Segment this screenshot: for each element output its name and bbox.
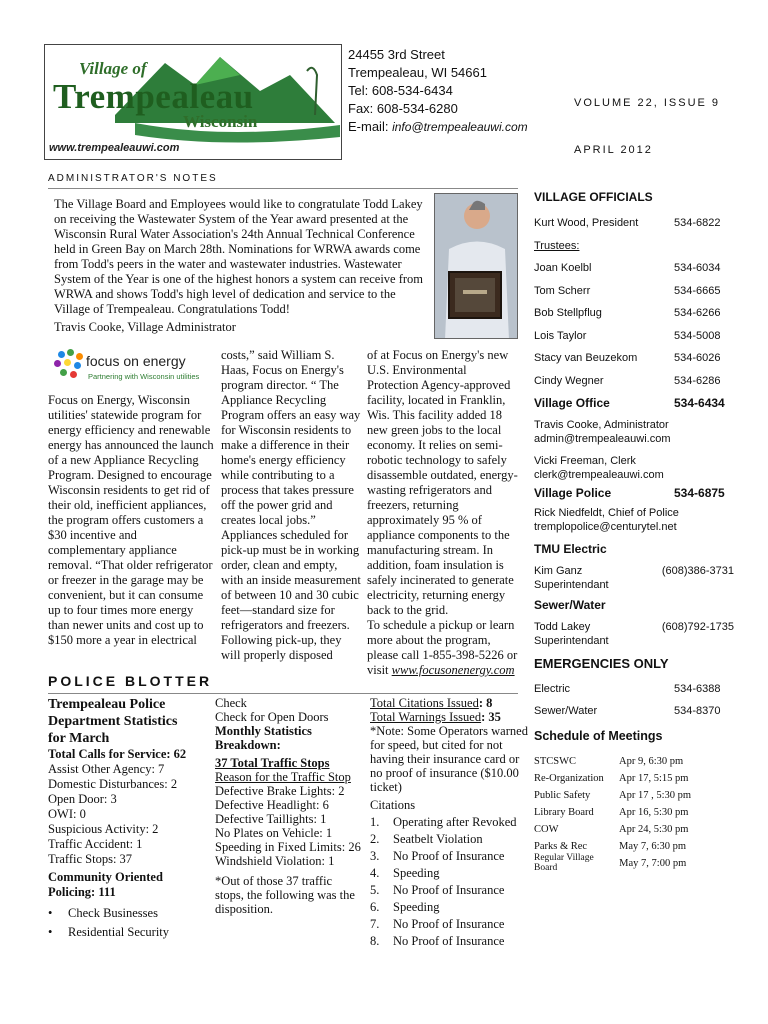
list-item: • Residential Security [48, 925, 170, 939]
police-col-2 [215, 696, 363, 916]
logo-dot-icon [74, 362, 81, 369]
focus-article-col-2: costs,” said William S. Haas, Focus on Energy's program director. “ The Appliance Recycling Program offers an easy way for Wisconsin residents to make a difference in their home's energy efficiency while contributing to a process that takes pressure off the power grid and creates local jobs.” Appliances scheduled for pick-up must be in working order, clean and empty, with an inside measurement of between 10 and 30 cubic feet—standard size for refrigerators and freezers. Following pick-up, they will properly disposed [221, 348, 361, 662]
sidebar [534, 190, 734, 872]
logo-dot-icon [70, 371, 77, 378]
emergency-name: Electric [534, 682, 571, 695]
list-item-text: Residential Security [68, 925, 170, 939]
emergency-phone: 534-8370 [674, 705, 721, 718]
tmu-name: Kim Ganz [534, 564, 583, 577]
trustee-row [534, 347, 734, 370]
list-number: 8. [370, 934, 380, 948]
list-item-text: Operating after Revoked [393, 815, 517, 829]
list-item [370, 848, 528, 865]
meeting-row [534, 804, 734, 821]
warnings-value: : 35 [481, 710, 501, 724]
tmu-row [534, 564, 734, 578]
email-line [348, 119, 528, 134]
police-col-1 [48, 696, 210, 942]
logo-dot-icon [67, 349, 74, 356]
chief-contact [534, 506, 734, 534]
meeting-time: Apr 9, 6:30 pm [619, 755, 684, 767]
sewer-contact [534, 620, 734, 648]
focus-website-link[interactable]: www.focusonenergy.com [391, 663, 515, 677]
meeting-name: Re-Organization [534, 772, 604, 784]
trustees-label [534, 235, 734, 258]
trustees-label-text: Trustees: [534, 239, 580, 252]
list-item-text: No Proof of Insurance [393, 934, 505, 948]
meeting-time: May 7, 7:00 pm [619, 857, 687, 869]
meeting-name: Parks & Rec [534, 840, 588, 852]
fax: Fax: 608-534-6280 [348, 101, 458, 116]
meeting-name: COW [534, 823, 559, 835]
emergency-name: Sewer/Water [534, 705, 598, 718]
email-link[interactable]: info@trempealeauwi.com [392, 120, 528, 134]
list-number: 3. [370, 849, 380, 863]
admin-notes-heading: ADMINISTRATOR'S NOTES [48, 173, 218, 184]
logo-dot-icon [54, 360, 61, 367]
list-item: Check for Open Doors [215, 710, 329, 724]
stat-row: Assist Other Agency: 7 [48, 762, 165, 776]
citations-label: Total Citations Issued [370, 696, 479, 710]
clerk-email[interactable]: clerk@trempealeauwi.com [534, 468, 664, 481]
trustee-name: Tom Scherr [534, 284, 591, 297]
volume-issue: VOLUME 22, ISSUE 9 [574, 97, 721, 109]
stat-row: Domestic Disturbances: 2 [48, 777, 178, 791]
tmu-heading: TMU Electric [534, 541, 607, 556]
admin-signature: Travis Cooke, Village Administrator [54, 320, 236, 334]
warnings-label: Total Warnings Issued [370, 710, 482, 724]
trustee-phone: 534-6665 [674, 284, 721, 297]
logo-url[interactable]: www.trempealeauwi.com [49, 142, 180, 154]
trustee-row [534, 257, 734, 280]
meeting-time: May 7, 6:30 pm [619, 840, 687, 852]
total-warnings [370, 710, 528, 724]
sewer-role: Superintendant [534, 634, 609, 647]
stat-row: OWI: 0 [48, 807, 86, 821]
office-name: Village Office [534, 396, 610, 411]
trustee-name: Cindy Wegner [534, 374, 604, 387]
list-item-text: No Proof of Insurance [393, 883, 505, 897]
logo-state-text: Wisconsin [183, 112, 258, 131]
logo-dot-icon [60, 369, 67, 376]
meeting-row [534, 821, 734, 838]
list-item [370, 865, 528, 882]
list-item [370, 899, 528, 916]
logo-name-text: Trempealeau [53, 77, 254, 116]
focus-article-col-3 [367, 348, 519, 678]
divider [48, 693, 518, 694]
focus-article-contact: To schedule a pickup or learn more about the program, please call 1-855-398-5226 or visit [367, 618, 518, 677]
reason-row: Windshield Violation: 1 [215, 854, 335, 868]
traffic-stops-title: 37 Total Traffic Stops [215, 756, 330, 770]
focus-article-col-3-text: of at Focus on Energy's new U.S. Environmental Protection Agency-approved facility, located in Franklin, Wis. This facility added 18 new green jobs to the local economy. It relies on semi-robotic technology to safely disassemble outdated, energy-wasting refrigerators and freezers, returning approximately 95 % of appliance components to the manufacturing stream. In addition, foam insulation is safely incinerated to generate electricity, returning energy back to the grid. [367, 348, 518, 617]
logo-dot-icon [58, 351, 65, 358]
meeting-row [534, 787, 734, 804]
officials-heading: VILLAGE OFFICIALS [534, 190, 653, 204]
list-number: 1. [370, 815, 380, 829]
emergencies-heading: EMERGENCIES ONLY [534, 655, 669, 671]
trustee-row [534, 302, 734, 325]
telephone: Tel: 608-534-6434 [348, 83, 453, 98]
award-photo [434, 193, 518, 339]
official-phone: 534-6822 [674, 217, 721, 230]
police-stats-title: Trempealeau Police Department Statistics for March [48, 697, 178, 746]
list-number: 4. [370, 866, 380, 880]
logo-dot-icon [64, 359, 71, 366]
meeting-name: Public Safety [534, 789, 591, 801]
emergency-phone: 534-6388 [674, 682, 721, 695]
trustee-name: Lois Taylor [534, 329, 587, 342]
meeting-time: Apr 17, 5:15 pm [619, 772, 689, 784]
list-item-text: No Proof of Insurance [393, 849, 505, 863]
trustee-name: Joan Koelbl [534, 262, 592, 275]
logo-dot-icon [76, 353, 83, 360]
meeting-name: STCSWC [534, 755, 577, 767]
office-row [534, 392, 734, 415]
list-item [370, 814, 528, 831]
stat-row: Traffic Accident: 1 [48, 837, 143, 851]
reason-heading: Reason for the Traffic Stop [215, 770, 351, 784]
reason-row: Defective Brake Lights: 2 [215, 784, 345, 798]
logo-village-text: Village of [79, 59, 147, 78]
meeting-time: Apr 16, 5:30 pm [619, 806, 689, 818]
trustee-name: Bob Stellpflug [534, 307, 602, 320]
trustee-phone: 534-6266 [674, 307, 721, 320]
insurance-note: *Note: Some Operators warned for speed, but cited for not having their insurance card or no proof of insurance ($10.00 ticket) [370, 724, 528, 794]
list-item-text: Speeding [393, 866, 440, 880]
police-name: Village Police [534, 485, 612, 500]
sewer-heading: Sewer/Water [534, 597, 606, 612]
list-item-text: Check Businesses [68, 906, 158, 920]
meeting-row [534, 855, 734, 872]
community-policing-title: Community Oriented Policing: 111 [48, 870, 163, 899]
trustee-row [534, 370, 734, 393]
trustee-phone: 534-5008 [674, 329, 721, 342]
trustee-phone: 534-6026 [674, 352, 721, 365]
stat-row: Suspicious Activity: 2 [48, 822, 159, 836]
citations-list [370, 814, 528, 950]
clerk-contact [534, 454, 734, 482]
community-policing-list [48, 904, 210, 942]
focus-article-col-1: Focus on Energy, Wisconsin utilities' statewide program for energy efficiency and renewable energy has announced the launch of a new Appliance Recycling Program. Designed to encourage Wisconsin residents to get rid of their old, inefficient appliances, the program offers customers a $30 incentive and complementary appliance removal. “That older refrigerator or freezer in the garage may be convenient, but it can consume up to four times more energy than newer units and cost up to $150 more a year in electrical [48, 393, 214, 647]
meeting-row [534, 770, 734, 787]
list-number: 7. [370, 917, 380, 931]
village-logo [44, 44, 342, 160]
list-number: 6. [370, 900, 380, 914]
logo-name: focus on energy [86, 353, 186, 369]
sewer-name: Todd Lakey [534, 620, 591, 633]
police-row [534, 482, 734, 504]
focus-on-energy-logo [52, 347, 212, 391]
address-line-2: Trempealeau, WI 54661 [348, 65, 487, 80]
admin-name: Travis Cooke, Administrator [534, 418, 669, 431]
address-line-1: 24455 3rd Street [348, 47, 445, 62]
office-phone: 534-6434 [674, 396, 725, 411]
list-item: • Check Businesses [48, 906, 158, 920]
meetings-list [534, 753, 734, 872]
trustee-phone: 534-6034 [674, 262, 721, 275]
list-number: 5. [370, 883, 380, 897]
tmu-role: Superintendant [534, 578, 609, 591]
reason-row: No Plates on Vehicle: 1 [215, 826, 333, 840]
citations-value: : 8 [478, 696, 493, 710]
official-row [534, 212, 734, 235]
trustee-phone: 534-6286 [674, 374, 721, 387]
admin-notes-text: The Village Board and Employees would like to congratulate Todd Lakey on receiving the Wastewater System of the Year award presented at the Wisconsin Rural Water Association's 24th Annual Technical Conference held in Green Bay on March 28th. Nominations for WRWA awards come from Todd's peers in the water and wastewater industries. Wastewater System of the Year is one of the highest honors a system can receive from WRWA and shows Todd's high level of dedication and service to the Village of Trempealeau. Congratulations Todd! [54, 197, 424, 316]
emergency-row [534, 700, 734, 723]
police-blotter-heading: POLICE BLOTTER [48, 673, 213, 689]
list-item [370, 933, 528, 950]
issue-date: APRIL 2012 [574, 144, 653, 156]
sewer-row [534, 620, 734, 634]
list-item-text: Seatbelt Violation [393, 832, 483, 846]
tmu-phone: (608)386-3731 [661, 564, 734, 577]
logo-tagline: Partnering with Wisconsin utilities [88, 372, 200, 381]
trustee-row [534, 325, 734, 348]
meeting-name: Library Board [534, 806, 594, 818]
meeting-name: Regular Village Board [534, 853, 594, 873]
reason-row: Speeding in Fixed Limits: 26 [215, 840, 361, 854]
official-name: Kurt Wood, President [534, 217, 639, 230]
reason-row: Defective Headlight: 6 [215, 798, 329, 812]
sewer-phone: (608)792-1735 [661, 620, 734, 633]
monthly-breakdown-title: Monthly Statistics Breakdown: [215, 724, 312, 752]
stat-row: Open Door: 3 [48, 792, 117, 806]
disposition-note: *Out of those 37 traffic stops, the following was the disposition. [215, 874, 355, 916]
chief-email[interactable]: tremplopolice@centurytel.net [534, 520, 677, 533]
tmu-contact [534, 564, 734, 592]
meeting-time: Apr 24, 5:30 pm [619, 823, 689, 835]
chief-name: Rick Niedfeldt, Chief of Police [534, 506, 679, 519]
meeting-row [534, 838, 734, 855]
meeting-row [534, 753, 734, 770]
schedule-heading: Schedule of Meetings [534, 728, 663, 743]
admin-contact [534, 418, 734, 446]
trustee-row [534, 280, 734, 303]
divider [48, 188, 518, 189]
list-item [370, 831, 528, 848]
list-item [370, 916, 528, 933]
list-item-text: Speeding [393, 900, 440, 914]
trustee-name: Stacy van Beuzekom [534, 352, 638, 365]
admin-email[interactable]: admin@trempealeauwi.com [534, 432, 671, 445]
reason-row: Defective Taillights: 1 [215, 812, 327, 826]
list-item [370, 882, 528, 899]
stat-row: Traffic Stops: 37 [48, 852, 133, 866]
list-number: 2. [370, 832, 380, 846]
email-label: E-mail: [348, 119, 393, 134]
list-item-text: No Proof of Insurance [393, 917, 505, 931]
emergency-row [534, 678, 734, 701]
total-calls: Total Calls for Service: 62 [48, 747, 187, 761]
total-citations [370, 696, 528, 710]
clerk-name: Vicki Freeman, Clerk [534, 454, 636, 467]
meeting-time: Apr 17 , 5:30 pm [619, 789, 692, 801]
citations-heading: Citations [370, 798, 416, 812]
police-col-3 [370, 696, 528, 950]
list-item: Check [215, 696, 247, 710]
police-phone: 534-6875 [674, 485, 725, 500]
